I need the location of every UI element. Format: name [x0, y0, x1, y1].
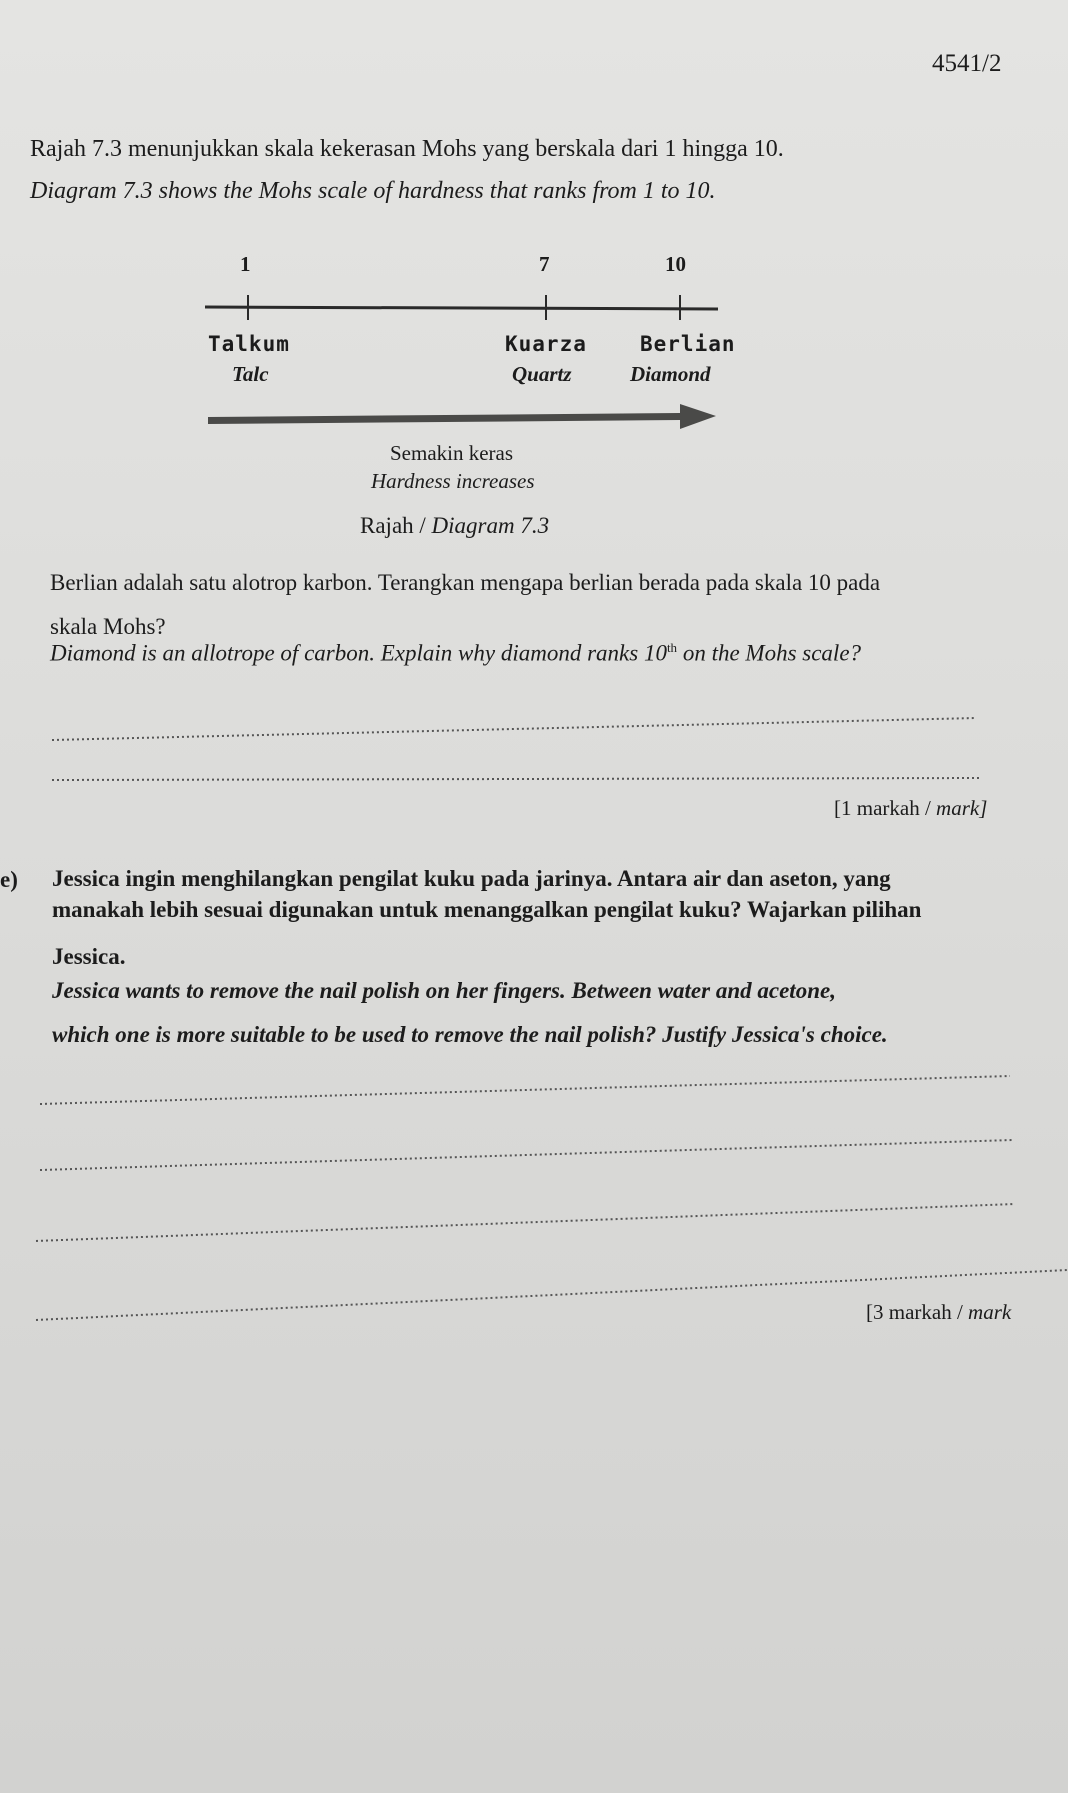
mineral-quartz-malay: Kuarza — [505, 332, 587, 356]
arrow-label-english: Hardness increases — [371, 469, 535, 493]
scale-line — [205, 307, 718, 309]
paper-code: 4541/2 — [932, 50, 1002, 77]
question-d-english — [50, 640, 861, 667]
question-d-marks-malay: [1 markah / — [834, 796, 931, 820]
mineral-quartz-english: Quartz — [512, 362, 572, 386]
question-d-malay-line2: skala Mohs? — [50, 614, 166, 639]
answer-line-d1 — [52, 718, 976, 740]
mineral-diamond-english: Diamond — [630, 362, 711, 386]
arrow-label-malay: Semakin keras — [390, 441, 514, 465]
hardness-arrow — [208, 404, 716, 429]
mineral-diamond-malay: Berlian — [640, 332, 736, 356]
caption-malay: Rajah / — [360, 513, 426, 538]
mineral-talc-malay: Talkum — [208, 332, 290, 356]
tick-label-7: 7 — [539, 252, 550, 276]
question-e-english-line2: which one is more suitable to be used to remove the nail polish? Justify Jessica's choice. — [52, 1022, 888, 1047]
question-e-marks-malay: [3 markah / — [866, 1300, 963, 1324]
question-e-malay-line3: Jessica. — [52, 944, 126, 969]
diagram-caption — [360, 513, 549, 539]
answer-line-d2 — [52, 778, 980, 780]
tick-label-10: 10 — [665, 252, 686, 276]
question-e-malay-line1: Jessica ingin menghilangkan pengilat kuku pada jarinya. Antara air dan aseton, yang — [52, 866, 891, 891]
question-d-marks — [834, 796, 987, 821]
question-d-ordinal: 10 — [643, 640, 667, 666]
question-d-english-after: on the Mohs scale? — [682, 640, 862, 666]
mineral-talc-english: Talc — [232, 362, 269, 386]
answer-line-e3 — [36, 1204, 1015, 1241]
question-e-marks — [866, 1300, 1011, 1325]
tick-label-1: 1 — [240, 252, 251, 276]
answer-line-e2 — [40, 1140, 1012, 1170]
question-d-marks-english: mark] — [936, 796, 988, 820]
question-e-marks-english: mark — [968, 1300, 1012, 1324]
caption-english: Diagram 7.3 — [431, 513, 550, 538]
question-e-label: e) — [0, 867, 18, 892]
question-e-english-line1: Jessica wants to remove the nail polish on her fingers. Between water and acetone, — [52, 978, 836, 1003]
question-e-malay-line2: manakah lebih sesuai digunakan untuk menanggalkan pengilat kuku? Wajarkan pilihan — [52, 897, 922, 922]
question-d-english-before: Diamond is an allotrope of carbon. Explain why diamond ranks — [50, 640, 639, 666]
question-d-ordinal-suffix: th — [666, 640, 678, 655]
intro-english: Diagram 7.3 shows the Mohs scale of hardness that ranks from 1 to 10. — [30, 178, 716, 204]
intro-malay: Rajah 7.3 menunjukkan skala kekerasan Mohs yang berskala dari 1 hingga 10. — [30, 136, 784, 162]
question-d-malay-line1: Berlian adalah satu alotrop karbon. Terangkan mengapa berlian berada pada skala 10 pada — [50, 570, 881, 595]
answer-line-e1 — [40, 1076, 1010, 1104]
